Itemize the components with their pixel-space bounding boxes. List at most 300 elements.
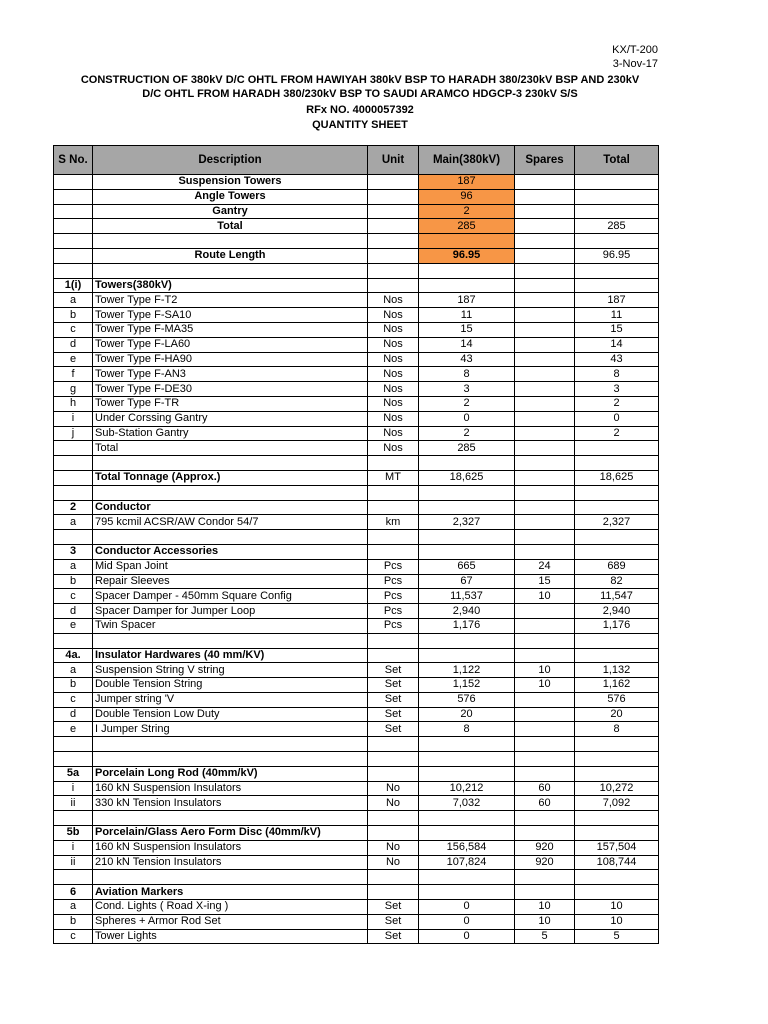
row-unit — [368, 544, 419, 559]
row-main-value: 0 — [419, 914, 515, 929]
row-unit: km — [368, 515, 419, 530]
row-sno: c — [54, 589, 93, 604]
row-description: Spacer Damper - 450mm Square Config — [93, 589, 368, 604]
table-row — [54, 441, 659, 456]
row-sno: 5b — [54, 826, 93, 841]
row-spares-value — [515, 722, 575, 737]
blank-row — [54, 870, 659, 885]
header-row — [54, 146, 659, 175]
row-description: Porcelain/Glass Aero Form Disc (40mm/kV) — [93, 826, 368, 841]
summary-row — [54, 219, 659, 234]
row-sno — [54, 870, 93, 885]
summary-spares-cell — [515, 175, 575, 190]
row-spares-value: 15 — [515, 574, 575, 589]
row-sno: i — [54, 411, 93, 426]
summary-spares-cell — [515, 189, 575, 204]
row-main-value: 1,152 — [419, 678, 515, 693]
row-main-value — [419, 544, 515, 559]
summary-spares-cell — [515, 248, 575, 263]
row-main-value: 18,625 — [419, 470, 515, 485]
row-spares-value: 5 — [515, 929, 575, 944]
summary-total-value — [575, 204, 659, 219]
row-total-value — [575, 278, 659, 293]
summary-row — [54, 234, 659, 249]
row-main-value: 285 — [419, 441, 515, 456]
row-sno: d — [54, 604, 93, 619]
summary-description: Suspension Towers — [93, 175, 368, 190]
table-row — [54, 796, 659, 811]
row-spares-value — [515, 633, 575, 648]
rfx-number: RFx NO. 4000057392 — [306, 104, 414, 116]
row-description: Tower Type F-HA90 — [93, 352, 368, 367]
row-main-value: 14 — [419, 337, 515, 352]
row-spares-value — [515, 766, 575, 781]
row-description: Tower Type F-DE30 — [93, 382, 368, 397]
table-row — [54, 426, 659, 441]
row-main-value: 15 — [419, 322, 515, 337]
row-spares-value — [515, 885, 575, 900]
row-sno: d — [54, 707, 93, 722]
row-sno: b — [54, 308, 93, 323]
row-description: Double Tension String — [93, 678, 368, 693]
row-main-value — [419, 870, 515, 885]
row-description: Repair Sleeves — [93, 574, 368, 589]
row-sno — [54, 456, 93, 471]
row-main-value: 43 — [419, 352, 515, 367]
header-unit: Unit — [368, 146, 419, 175]
row-unit: Set — [368, 663, 419, 678]
row-sno — [54, 737, 93, 752]
row-spares-value — [515, 470, 575, 485]
row-unit: Nos — [368, 382, 419, 397]
row-spares-value: 10 — [515, 663, 575, 678]
table-row — [54, 382, 659, 397]
row-description: Tower Type F-AN3 — [93, 367, 368, 382]
row-spares-value — [515, 515, 575, 530]
summary-main-value: 187 — [419, 175, 515, 190]
row-main-value: 107,824 — [419, 855, 515, 870]
row-unit: Nos — [368, 411, 419, 426]
row-description: Conductor Accessories — [93, 544, 368, 559]
row-description: Twin Spacer — [93, 618, 368, 633]
row-total-value: 2 — [575, 426, 659, 441]
row-main-value: 156,584 — [419, 840, 515, 855]
row-main-value — [419, 885, 515, 900]
summary-row — [54, 204, 659, 219]
row-spares-value — [515, 604, 575, 619]
header-spares: Spares — [515, 146, 575, 175]
row-description: Tower Type F-TR — [93, 396, 368, 411]
row-unit — [368, 766, 419, 781]
row-description: Cond. Lights ( Road X-ing ) — [93, 900, 368, 915]
table-row — [54, 589, 659, 604]
summary-unit-cell — [368, 189, 419, 204]
blank-row — [54, 263, 659, 278]
row-total-value: 43 — [575, 352, 659, 367]
row-sno: e — [54, 618, 93, 633]
row-spares-value: 10 — [515, 914, 575, 929]
row-main-value: 0 — [419, 411, 515, 426]
row-sno: i — [54, 840, 93, 855]
row-description: Under Corssing Gantry — [93, 411, 368, 426]
row-description: 330 kN Tension Insulators — [93, 796, 368, 811]
row-description — [93, 530, 368, 545]
row-description: Towers(380kV) — [93, 278, 368, 293]
row-total-value: 5 — [575, 929, 659, 944]
summary-row — [54, 175, 659, 190]
row-total-value: 20 — [575, 707, 659, 722]
row-total-value — [575, 544, 659, 559]
row-main-value: 665 — [419, 559, 515, 574]
row-spares-value — [515, 308, 575, 323]
row-unit: Set — [368, 722, 419, 737]
table-row — [54, 663, 659, 678]
row-unit — [368, 811, 419, 826]
row-total-value — [575, 737, 659, 752]
row-total-value: 14 — [575, 337, 659, 352]
row-main-value — [419, 530, 515, 545]
row-main-value — [419, 485, 515, 500]
row-sno: c — [54, 692, 93, 707]
row-spares-value — [515, 456, 575, 471]
section-row — [54, 278, 659, 293]
summary-total-value — [575, 175, 659, 190]
row-spares-value — [515, 367, 575, 382]
row-sno: 2 — [54, 500, 93, 515]
table-row — [54, 293, 659, 308]
row-sno: c — [54, 929, 93, 944]
summary-main-value: 285 — [419, 219, 515, 234]
row-unit — [368, 885, 419, 900]
row-description: Tower Type F-MA35 — [93, 322, 368, 337]
summary-description: Angle Towers — [93, 189, 368, 204]
summary-main-value: 2 — [419, 204, 515, 219]
row-description: Tower Type F-LA60 — [93, 337, 368, 352]
row-main-value — [419, 456, 515, 471]
row-sno — [54, 811, 93, 826]
row-description: Porcelain Long Rod (40mm/kV) — [93, 766, 368, 781]
row-main-value — [419, 737, 515, 752]
row-sno: ii — [54, 855, 93, 870]
blank-row — [54, 752, 659, 767]
row-description: Sub-Station Gantry — [93, 426, 368, 441]
row-unit — [368, 826, 419, 841]
table-row — [54, 618, 659, 633]
row-unit — [368, 456, 419, 471]
row-unit: No — [368, 796, 419, 811]
row-total-value — [575, 811, 659, 826]
row-description — [93, 456, 368, 471]
blank-row — [54, 737, 659, 752]
summary-total-value — [575, 189, 659, 204]
row-sno: 4a. — [54, 648, 93, 663]
row-sno: a — [54, 900, 93, 915]
header-description: Description — [93, 146, 368, 175]
summary-total-value: 96.95 — [575, 248, 659, 263]
row-main-value: 20 — [419, 707, 515, 722]
row-unit — [368, 278, 419, 293]
summary-sno-cell — [54, 248, 93, 263]
row-main-value: 8 — [419, 722, 515, 737]
row-unit — [368, 648, 419, 663]
row-spares-value — [515, 618, 575, 633]
section-row — [54, 885, 659, 900]
row-main-value — [419, 263, 515, 278]
row-total-value: 8 — [575, 722, 659, 737]
row-spares-value — [515, 530, 575, 545]
row-description: Aviation Markers — [93, 885, 368, 900]
header-sno: S No. — [54, 146, 93, 175]
row-spares-value — [515, 441, 575, 456]
row-description — [93, 485, 368, 500]
row-description — [93, 870, 368, 885]
table-row — [54, 559, 659, 574]
row-description: 210 kN Tension Insulators — [93, 855, 368, 870]
table-row — [54, 322, 659, 337]
sheet-title: QUANTITY SHEET — [312, 119, 408, 131]
table-row — [54, 337, 659, 352]
summary-sno-cell — [54, 189, 93, 204]
title-line-2: D/C OHTL FROM HARADH 380/230kV BSP TO SAUDI ARAMCO HDGCP-3 230kV S/S — [142, 88, 578, 100]
row-sno: b — [54, 678, 93, 693]
row-unit: No — [368, 781, 419, 796]
header-main: Main(380kV) — [419, 146, 515, 175]
row-total-value — [575, 456, 659, 471]
row-unit: Nos — [368, 396, 419, 411]
row-unit: Nos — [368, 441, 419, 456]
section-row — [54, 470, 659, 485]
row-sno — [54, 633, 93, 648]
row-spares-value — [515, 648, 575, 663]
row-main-value: 1,122 — [419, 663, 515, 678]
row-main-value — [419, 811, 515, 826]
row-main-value: 2 — [419, 396, 515, 411]
row-spares-value: 920 — [515, 855, 575, 870]
row-description: Total — [93, 441, 368, 456]
row-spares-value: 60 — [515, 781, 575, 796]
row-sno: j — [54, 426, 93, 441]
row-total-value — [575, 885, 659, 900]
row-spares-value — [515, 870, 575, 885]
row-main-value — [419, 826, 515, 841]
row-total-value: 2 — [575, 396, 659, 411]
table-row — [54, 900, 659, 915]
row-sno: 3 — [54, 544, 93, 559]
row-unit: MT — [368, 470, 419, 485]
row-description: Spheres + Armor Rod Set — [93, 914, 368, 929]
summary-main-value: 96 — [419, 189, 515, 204]
table-row — [54, 515, 659, 530]
row-main-value — [419, 500, 515, 515]
summary-total-value — [575, 234, 659, 249]
title-line-1: CONSTRUCTION OF 380kV D/C OHTL FROM HAWIYAH 380kV BSP TO HARADH 380/230kV BSP AND 230kV — [80, 74, 640, 86]
row-main-value: 7,032 — [419, 796, 515, 811]
row-total-value: 8 — [575, 367, 659, 382]
row-unit: No — [368, 855, 419, 870]
row-unit — [368, 485, 419, 500]
row-unit: Nos — [368, 293, 419, 308]
row-unit: Pcs — [368, 618, 419, 633]
row-sno: i — [54, 781, 93, 796]
row-unit: Set — [368, 914, 419, 929]
row-total-value — [575, 766, 659, 781]
row-main-value: 1,176 — [419, 618, 515, 633]
row-sno — [54, 441, 93, 456]
row-total-value: 11,547 — [575, 589, 659, 604]
row-sno: h — [54, 396, 93, 411]
table-row — [54, 604, 659, 619]
row-sno: ii — [54, 796, 93, 811]
table-row — [54, 692, 659, 707]
row-spares-value: 920 — [515, 840, 575, 855]
summary-row — [54, 248, 659, 263]
row-description — [93, 633, 368, 648]
row-unit: Nos — [368, 308, 419, 323]
row-main-value — [419, 648, 515, 663]
summary-unit-cell — [368, 204, 419, 219]
row-sno — [54, 485, 93, 500]
row-total-value — [575, 648, 659, 663]
row-total-value: 187 — [575, 293, 659, 308]
summary-unit-cell — [368, 234, 419, 249]
row-total-value: 3 — [575, 382, 659, 397]
quantity-table — [53, 145, 659, 944]
row-sno: e — [54, 352, 93, 367]
row-unit — [368, 500, 419, 515]
row-total-value: 0 — [575, 411, 659, 426]
row-main-value: 10,212 — [419, 781, 515, 796]
header-total: Total — [575, 146, 659, 175]
row-sno: a — [54, 663, 93, 678]
row-spares-value — [515, 382, 575, 397]
section-row — [54, 766, 659, 781]
row-unit: Pcs — [368, 604, 419, 619]
row-description: Tower Type F-SA10 — [93, 308, 368, 323]
row-sno — [54, 470, 93, 485]
row-total-value: 1,162 — [575, 678, 659, 693]
row-spares-value — [515, 352, 575, 367]
row-main-value: 3 — [419, 382, 515, 397]
row-main-value: 187 — [419, 293, 515, 308]
summary-sno-cell — [54, 175, 93, 190]
row-unit: Pcs — [368, 589, 419, 604]
row-spares-value — [515, 263, 575, 278]
row-sno: e — [54, 722, 93, 737]
row-total-value: 7,092 — [575, 796, 659, 811]
row-unit: No — [368, 840, 419, 855]
row-total-value: 1,132 — [575, 663, 659, 678]
summary-sno-cell — [54, 234, 93, 249]
row-unit: Nos — [368, 322, 419, 337]
summary-spares-cell — [515, 219, 575, 234]
row-description: Suspension String V string — [93, 663, 368, 678]
row-spares-value: 10 — [515, 678, 575, 693]
row-sno: 6 — [54, 885, 93, 900]
table-row — [54, 308, 659, 323]
row-spares-value — [515, 692, 575, 707]
row-total-value — [575, 263, 659, 278]
row-description: Double Tension Low Duty — [93, 707, 368, 722]
summary-sno-cell — [54, 219, 93, 234]
table-row — [54, 352, 659, 367]
row-description: Spacer Damper for Jumper Loop — [93, 604, 368, 619]
row-main-value: 2,940 — [419, 604, 515, 619]
row-total-value — [575, 826, 659, 841]
row-total-value: 82 — [575, 574, 659, 589]
blank-row — [54, 485, 659, 500]
row-spares-value — [515, 811, 575, 826]
table-row — [54, 929, 659, 944]
row-unit: Pcs — [368, 559, 419, 574]
row-main-value: 8 — [419, 367, 515, 382]
row-total-value: 1,176 — [575, 618, 659, 633]
row-unit — [368, 530, 419, 545]
row-main-value — [419, 752, 515, 767]
row-description — [93, 752, 368, 767]
row-total-value: 10 — [575, 914, 659, 929]
section-row — [54, 648, 659, 663]
row-description: Insulator Hardwares (40 mm/KV) — [93, 648, 368, 663]
summary-total-value: 285 — [575, 219, 659, 234]
row-spares-value — [515, 826, 575, 841]
row-total-value — [575, 485, 659, 500]
row-total-value: 10 — [575, 900, 659, 915]
row-sno: a — [54, 559, 93, 574]
row-unit: Nos — [368, 337, 419, 352]
row-sno: f — [54, 367, 93, 382]
row-sno — [54, 530, 93, 545]
row-total-value — [575, 441, 659, 456]
row-total-value: 2,327 — [575, 515, 659, 530]
row-total-value: 18,625 — [575, 470, 659, 485]
row-unit: Nos — [368, 367, 419, 382]
document-date: 3-Nov-17 — [612, 58, 658, 70]
row-sno: g — [54, 382, 93, 397]
row-total-value: 10,272 — [575, 781, 659, 796]
row-total-value — [575, 870, 659, 885]
row-unit — [368, 752, 419, 767]
row-sno — [54, 752, 93, 767]
row-spares-value — [515, 411, 575, 426]
table-row — [54, 411, 659, 426]
row-spares-value: 10 — [515, 589, 575, 604]
table-row — [54, 678, 659, 693]
row-main-value: 576 — [419, 692, 515, 707]
blank-row — [54, 633, 659, 648]
row-spares-value — [515, 500, 575, 515]
row-spares-value — [515, 485, 575, 500]
row-description: Tower Type F-T2 — [93, 293, 368, 308]
row-description — [93, 737, 368, 752]
row-spares-value — [515, 707, 575, 722]
row-sno: a — [54, 293, 93, 308]
table-row — [54, 914, 659, 929]
row-spares-value: 24 — [515, 559, 575, 574]
row-main-value: 2 — [419, 426, 515, 441]
section-row — [54, 826, 659, 841]
row-main-value: 0 — [419, 929, 515, 944]
row-unit: Set — [368, 900, 419, 915]
row-total-value — [575, 633, 659, 648]
row-spares-value: 60 — [515, 796, 575, 811]
row-description — [93, 811, 368, 826]
row-spares-value — [515, 396, 575, 411]
table-row — [54, 781, 659, 796]
row-unit: Pcs — [368, 574, 419, 589]
row-sno: 5a — [54, 766, 93, 781]
table-row — [54, 367, 659, 382]
row-main-value: 11 — [419, 308, 515, 323]
